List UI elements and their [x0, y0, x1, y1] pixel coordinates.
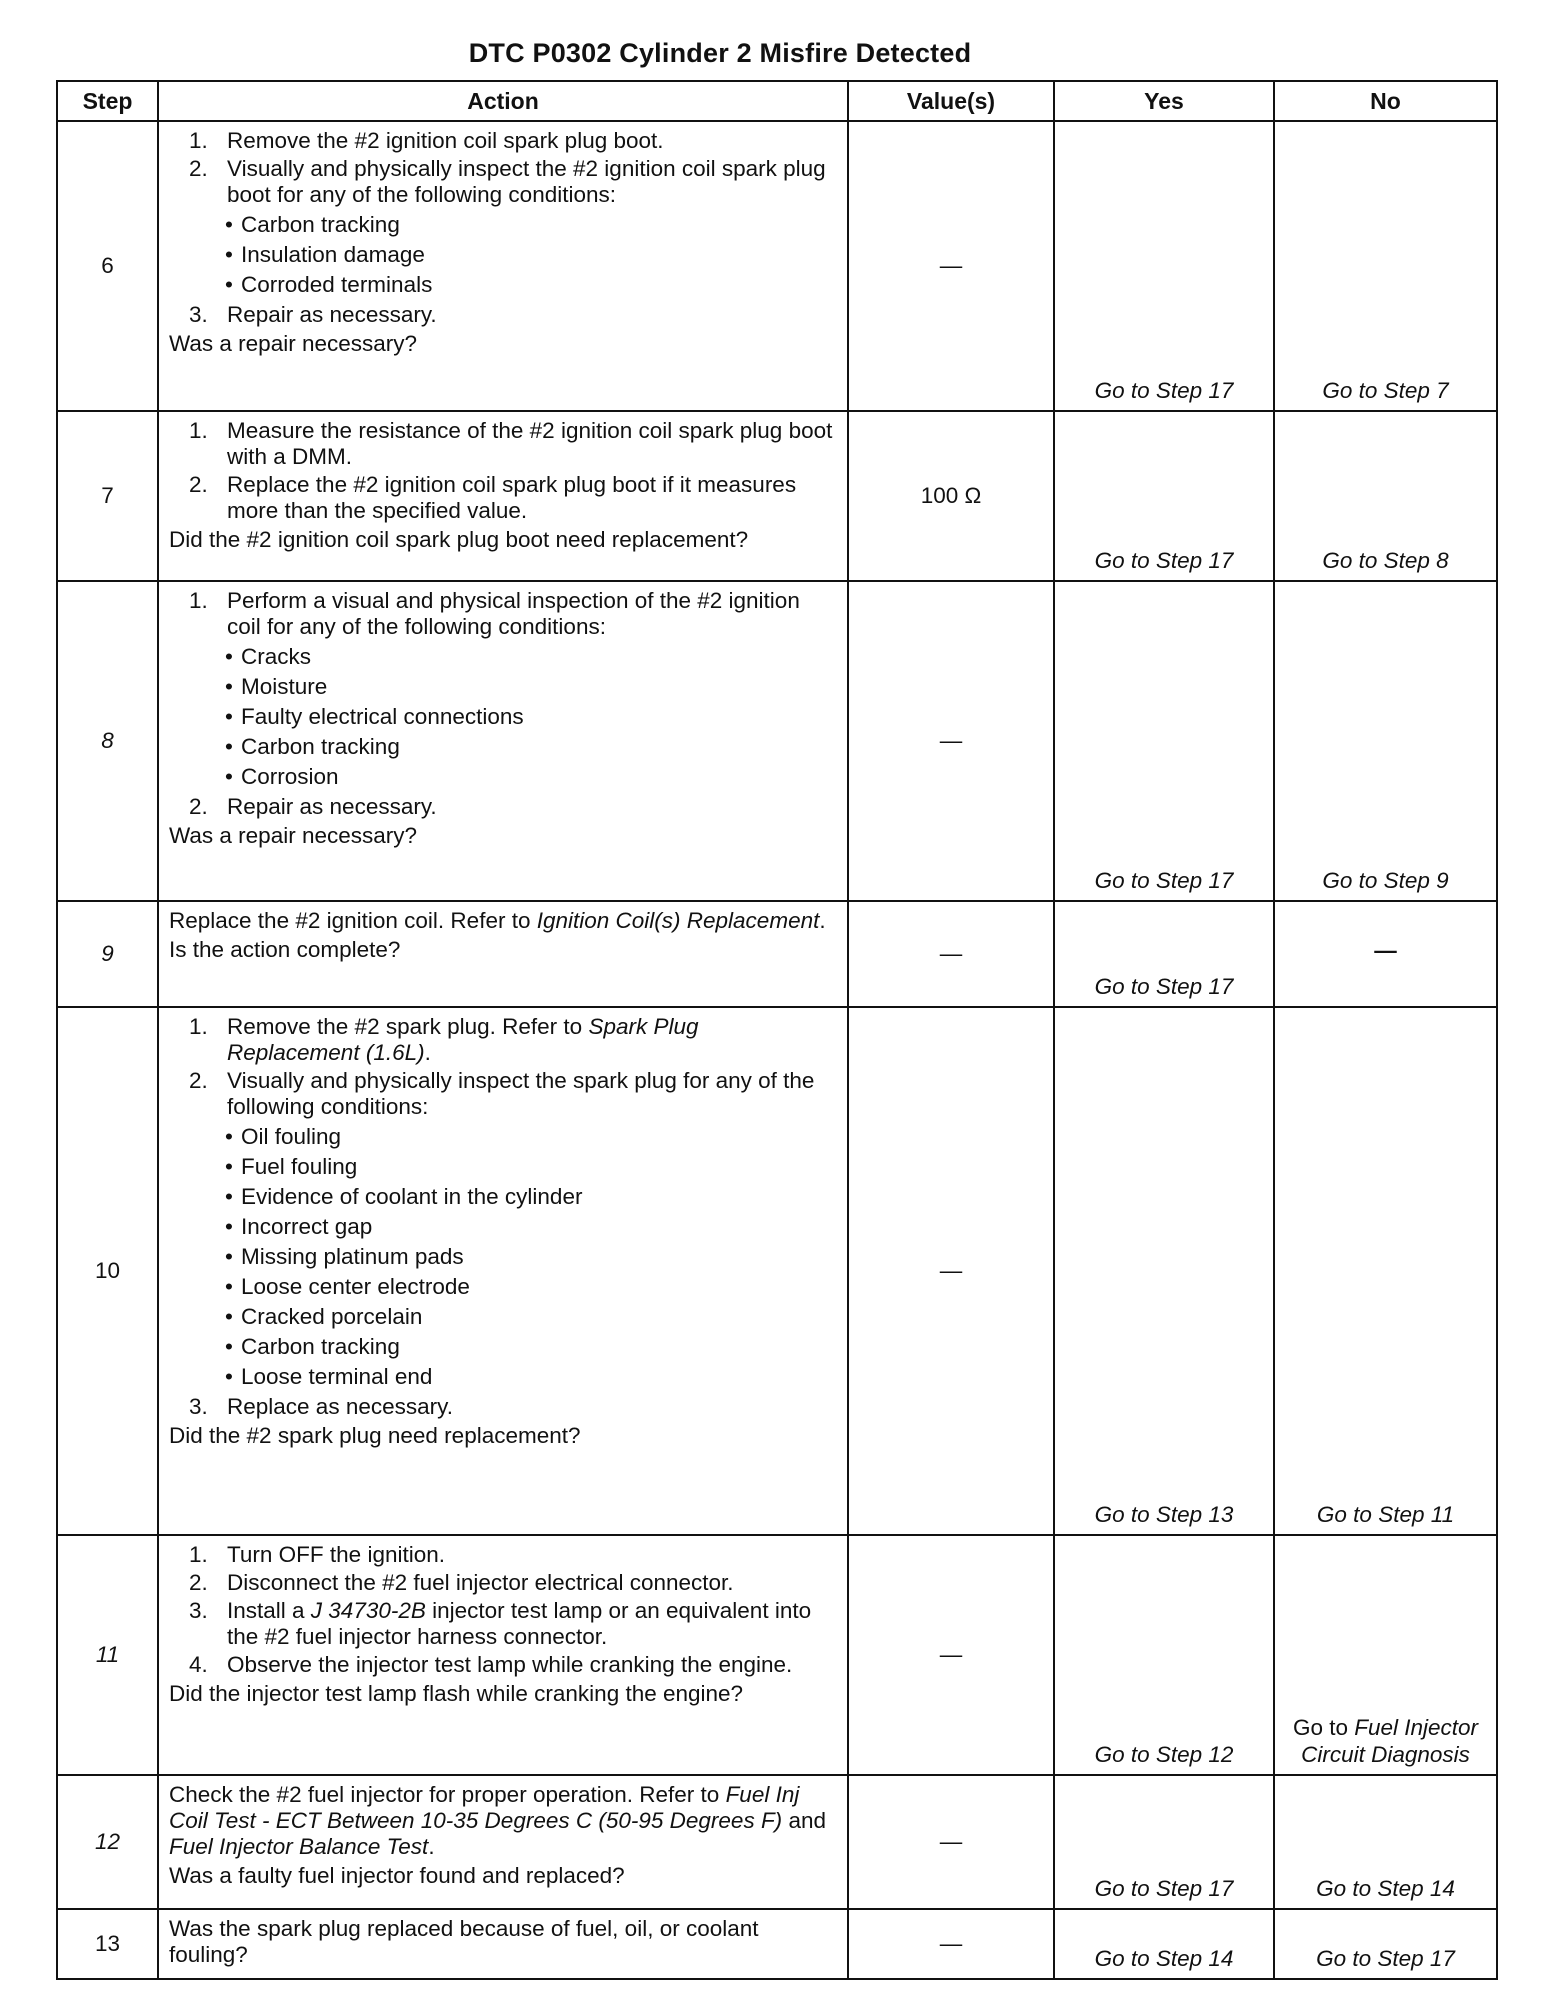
step-number: 6 [57, 121, 158, 411]
step-number: 8 [57, 581, 158, 901]
table-row-step-12 [57, 1775, 1497, 1909]
action-cell [158, 411, 848, 581]
action-question: Was the spark plug replaced because of fuel, oil, or coolant fouling? [169, 1916, 759, 1967]
condition-bullet: • Moisture [225, 674, 328, 699]
action-question: Was a faulty fuel injector found and replaced? [169, 1863, 625, 1888]
action-question: Was a repair necessary? [169, 823, 418, 848]
action-cell [158, 581, 848, 901]
yes-cell: Go to Step 14 [1054, 1909, 1274, 1979]
page-title: DTC P0302 Cylinder 2 Misfire Detected [468, 38, 972, 68]
action-question: Did the injector test lamp flash while cranking the engine? [169, 1681, 744, 1706]
table-row-step-6 [57, 121, 1497, 411]
no-cell: Go to Step 8 [1274, 411, 1497, 581]
no-cell: Go to Fuel Injector Circuit Diagnosis [1274, 1535, 1497, 1775]
condition-bullet: • Carbon tracking [225, 1334, 400, 1359]
step-number: 13 [57, 1909, 158, 1979]
yes-cell: Go to Step 12 [1054, 1535, 1274, 1775]
value-cell: — [848, 901, 1054, 1007]
action-question: Did the #2 ignition coil spark plug boot need replacement? [169, 527, 749, 552]
condition-bullet: • Fuel fouling [225, 1154, 358, 1179]
condition-bullet: • Faulty electrical connections [225, 704, 524, 729]
reference-link[interactable]: Fuel Injector Balance Test [169, 1834, 429, 1859]
condition-bullet: • Corroded terminals [225, 272, 433, 297]
action-item: 3. Repair as necessary. [189, 302, 437, 327]
condition-bullet: • Carbon tracking [225, 734, 400, 759]
table-row-step-8 [57, 581, 1497, 901]
no-cell: Go to Step 11 [1274, 1007, 1497, 1535]
no-cell: Go to Step 7 [1274, 121, 1497, 411]
action-cell [158, 901, 848, 1007]
action-text: Replace the #2 ignition coil. Refer to Ignition Coil(s) Replacement. [169, 908, 826, 933]
action-item: 2. Visually and physically inspect the spark plug for any of the following conditions: [189, 1068, 815, 1119]
condition-bullet: • Missing platinum pads [225, 1244, 464, 1269]
no-cell: Go to Step 17 [1274, 1909, 1497, 1979]
table-header-row [57, 81, 1497, 121]
header-step: Step [57, 81, 158, 121]
yes-cell: Go to Step 17 [1054, 581, 1274, 901]
condition-bullet: • Corrosion [225, 764, 339, 789]
header-values: Value(s) [848, 81, 1054, 121]
step-number: 10 [57, 1007, 158, 1535]
condition-bullet: • Loose terminal end [225, 1364, 433, 1389]
action-item: 4. Observe the injector test lamp while cranking the engine. [189, 1652, 793, 1677]
yes-cell: Go to Step 17 [1054, 411, 1274, 581]
value-cell: — [848, 121, 1054, 411]
diagnostic-table [56, 80, 1498, 1980]
action-item: 1. Turn OFF the ignition. [189, 1542, 446, 1567]
tool-reference: J 34730-2B [310, 1598, 426, 1623]
action-item: 2. Visually and physically inspect the #2 ignition coil spark plug boot for any of the following conditions: [189, 156, 826, 207]
no-cell: — [1274, 901, 1497, 1007]
action-text: Check the #2 fuel injector for proper operation. Refer to Fuel Inj Coil Test - ECT Between 10-35 Degrees C (50-95 Degrees F) and Fuel Injector Balance Test. [169, 1782, 826, 1859]
action-item: 1. Remove the #2 ignition coil spark plug boot. [189, 128, 664, 153]
step-number: 9 [57, 901, 158, 1007]
action-question: Did the #2 spark plug need replacement? [169, 1423, 581, 1448]
condition-bullet: • Carbon tracking [225, 212, 400, 237]
yes-cell: Go to Step 17 [1054, 121, 1274, 411]
yes-cell: Go to Step 17 [1054, 1775, 1274, 1909]
table-row-step-9 [57, 901, 1497, 1007]
action-cell [158, 121, 848, 411]
reference-link[interactable]: Spark Plug Replacement (1.6L) [227, 1014, 699, 1065]
yes-cell: Go to Step 13 [1054, 1007, 1274, 1535]
reference-link[interactable]: Fuel Injector Circuit Diagnosis [1301, 1715, 1479, 1767]
yes-cell: Go to Step 17 [1054, 901, 1274, 1007]
value-cell: — [848, 1909, 1054, 1979]
action-item: 1. Measure the resistance of the #2 ignition coil spark plug boot with a DMM. [189, 418, 833, 469]
action-item: 2. Disconnect the #2 fuel injector electrical connector. [189, 1570, 734, 1595]
action-item: 3. Install a J 34730-2B injector test lamp or an equivalent into the #2 fuel injector harness connector. [189, 1598, 812, 1649]
condition-bullet: • Loose center electrode [225, 1274, 470, 1299]
header-action: Action [158, 81, 848, 121]
condition-bullet: • Cracked porcelain [225, 1304, 423, 1329]
action-question: Was a repair necessary? [169, 331, 418, 356]
condition-bullet: • Incorrect gap [225, 1214, 373, 1239]
action-cell [158, 1909, 848, 1979]
header-no: No [1274, 81, 1497, 121]
action-cell [158, 1775, 848, 1909]
step-number: 7 [57, 411, 158, 581]
action-question: Is the action complete? [169, 937, 401, 962]
action-item: 2. Replace the #2 ignition coil spark plug boot if it measures more than the specified value. [189, 472, 797, 523]
table-row-step-7 [57, 411, 1497, 581]
step-number: 12 [57, 1775, 158, 1909]
no-cell: Go to Step 9 [1274, 581, 1497, 901]
condition-bullet: • Insulation damage [225, 242, 425, 267]
table-row-step-13 [57, 1909, 1497, 1979]
table-row-step-10 [57, 1007, 1497, 1535]
action-cell [158, 1535, 848, 1775]
action-item: 1. Remove the #2 spark plug. Refer to Spark Plug Replacement (1.6L). [189, 1014, 699, 1065]
condition-bullet: • Cracks [225, 644, 312, 669]
value-cell: — [848, 1535, 1054, 1775]
value-cell: — [848, 581, 1054, 901]
step-number: 11 [57, 1535, 158, 1775]
action-cell [158, 1007, 848, 1535]
reference-link[interactable]: Fuel Inj Coil Test - ECT Between 10-35 Degrees C (50-95 Degrees F) [169, 1782, 800, 1833]
table-row-step-11 [57, 1535, 1497, 1775]
value-cell: 100 Ω [848, 411, 1054, 581]
value-cell: — [848, 1775, 1054, 1909]
action-item: 1. Perform a visual and physical inspection of the #2 ignition coil for any of the following conditions: [189, 588, 800, 639]
no-cell: Go to Step 14 [1274, 1775, 1497, 1909]
reference-link[interactable]: Ignition Coil(s) Replacement [536, 908, 820, 933]
action-item: 3. Replace as necessary. [189, 1394, 453, 1419]
action-item: 2. Repair as necessary. [189, 794, 437, 819]
value-cell: — [848, 1007, 1054, 1535]
condition-bullet: • Oil fouling [225, 1124, 342, 1149]
condition-bullet: • Evidence of coolant in the cylinder [225, 1184, 583, 1209]
header-yes: Yes [1054, 81, 1274, 121]
